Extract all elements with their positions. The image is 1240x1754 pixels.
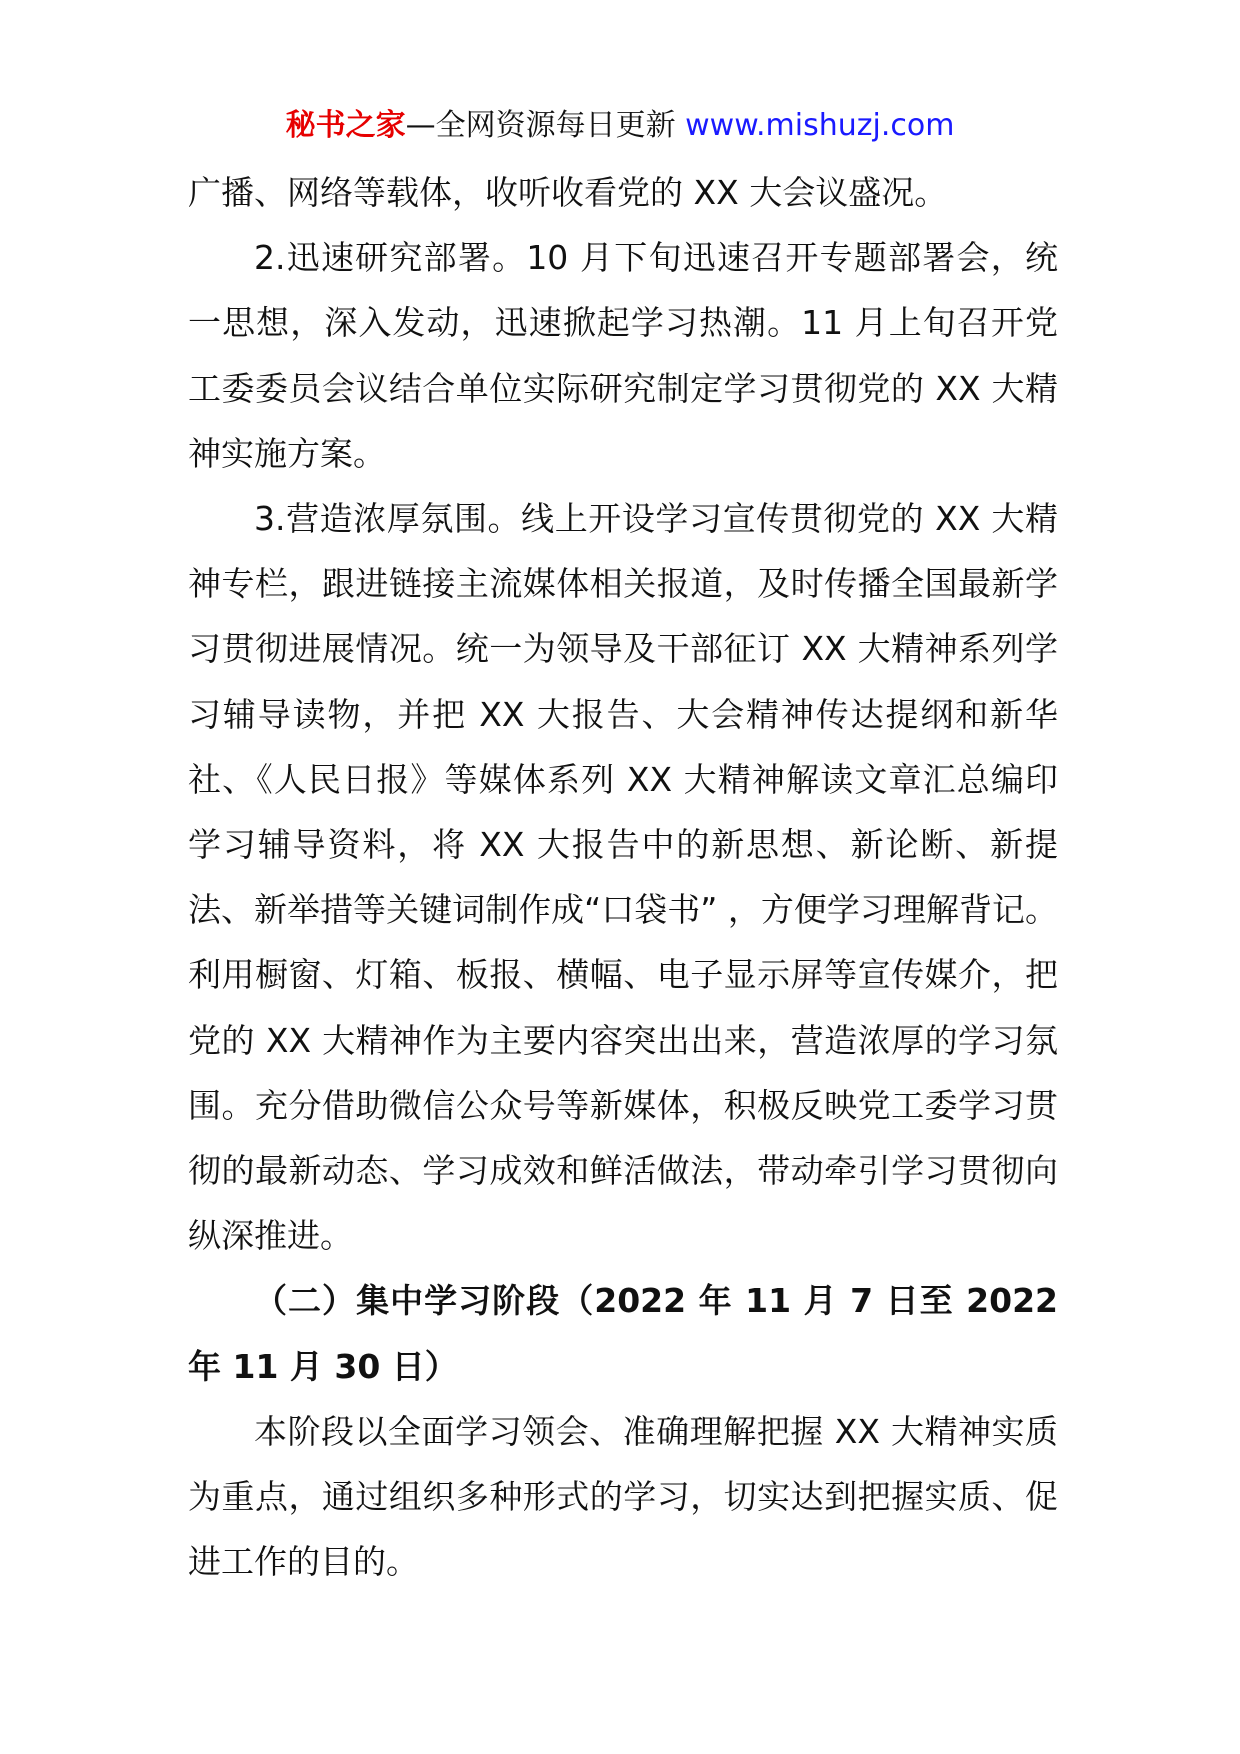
section-heading: （二）集中学习阶段（2022 年 11 月 7 日至 2022 年 11 月 30 日） [188, 1281, 1058, 1386]
document-body [188, 160, 1058, 1594]
page-header [0, 104, 1240, 148]
paragraph-research-deploy: 2.迅速研究部署。10 月下旬迅速召开专题部署会，统一思想，深入发动，迅速掀起学习热潮。11 月上旬召开党工委委员会议结合单位实际研究制定学习贯彻党的 XX 大精神实施方案。 [188, 238, 1058, 473]
paragraph-stage-intro: 本阶段以全面学习领会、准确理解把握 XX 大精神实质为重点，通过组织多种形式的学习，切实达到把握实质、促进工作的目的。 [188, 1411, 1058, 1582]
header-slogan: —全网资源每日更新 [405, 108, 686, 143]
brand-name: 秘书之家 [285, 108, 406, 143]
paragraph-continuation: 广播、网络等载体，收听收看党的 XX 大会议盛况。 [188, 173, 948, 212]
website-link[interactable]: www.mishuzj.com [685, 108, 955, 143]
paragraph-atmosphere: 3.营造浓厚氛围。线上开设学习宣传贯彻党的 XX 大精神专栏，跟进链接主流媒体相关报道，及时传播全国最新学习贯彻进展情况。统一为领导及干部征订 XX 大精神系列学习辅导读物，并把 XX 大报告、大会精神传达提纲和新华社、《人民日报》等媒体系列 XX 大精神解读文章汇总编印学习辅导资料，将 XX 大报告中的新思想、新论断、新提法、新举措等关键词制作成“口袋书” ，方便学习理解背记。利用橱窗、灯箱、板报、横幅、电子显示屏等宣传媒介，把党的 XX 大精神作为主要内容突出出来，营造浓厚的学习氛围。充分借助微信公众号等新媒体，积极反映党工委学习贯彻的最新动态、学习成效和鲜活做法，带动牵引学习贯彻向纵深推进。 [188, 499, 1058, 1256]
